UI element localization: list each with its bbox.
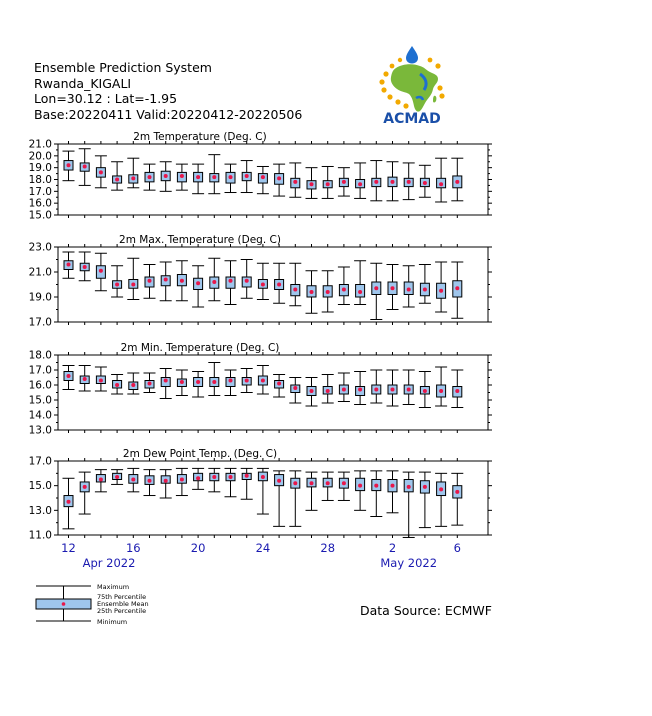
- header-system-name: Ensemble Prediction System: [34, 60, 212, 75]
- mean-marker: [293, 180, 297, 184]
- mean-marker: [391, 484, 395, 488]
- mean-marker: [391, 388, 395, 392]
- mean-marker: [439, 389, 443, 393]
- mean-marker: [245, 379, 249, 383]
- mean-marker: [277, 479, 281, 483]
- mean-marker: [229, 175, 233, 179]
- y-tick-label: 13.0: [28, 424, 52, 437]
- mean-marker: [326, 182, 330, 186]
- x-tick-label: 2: [388, 541, 397, 555]
- panel-title: 2m Min. Temperature (Deg. C): [120, 342, 280, 354]
- y-tick-label: 14.0: [28, 409, 52, 422]
- y-tick-label: 15.0: [28, 209, 52, 222]
- mean-marker: [212, 475, 216, 479]
- y-tick-label: 17.0: [28, 364, 52, 377]
- mean-marker: [293, 481, 297, 485]
- mean-marker: [293, 386, 297, 390]
- mean-marker: [358, 182, 362, 186]
- mean-marker: [423, 485, 427, 489]
- y-tick-label: 18.0: [28, 174, 52, 186]
- panel-title: 2m Temperature (Deg. C): [133, 131, 267, 143]
- mean-marker: [358, 484, 362, 488]
- mean-marker: [261, 283, 265, 287]
- mean-marker: [326, 290, 330, 294]
- y-tick-label: 20.0: [28, 150, 52, 163]
- mean-marker: [261, 475, 265, 479]
- mean-marker: [229, 475, 233, 479]
- boxplot-legend: [0, 0, 200, 640]
- y-tick-label: 19.0: [28, 162, 52, 175]
- mean-marker: [277, 382, 281, 386]
- mean-marker: [455, 180, 459, 184]
- y-tick-label: 21.0: [28, 138, 52, 151]
- y-tick-label: 15.0: [28, 480, 52, 493]
- y-tick-label: 19.0: [28, 291, 52, 304]
- y-tick-label: 18.0: [28, 349, 52, 362]
- x-month-label: May 2022: [380, 556, 438, 570]
- mean-marker: [455, 389, 459, 393]
- mean-marker: [245, 174, 249, 178]
- mean-marker: [407, 288, 411, 292]
- mean-marker: [245, 279, 249, 283]
- mean-marker: [310, 290, 314, 294]
- mean-marker: [310, 389, 314, 393]
- mean-marker: [407, 485, 411, 489]
- header-location: Rwanda_KIGALI: [34, 75, 132, 91]
- x-tick-label: 6: [453, 541, 461, 555]
- mean-marker: [212, 175, 216, 179]
- mean-marker: [407, 388, 411, 392]
- mean-marker: [439, 182, 443, 186]
- y-tick-label: 17.0: [28, 185, 52, 198]
- mean-marker: [310, 481, 314, 485]
- mean-marker: [391, 286, 395, 290]
- mean-marker: [423, 181, 427, 185]
- mean-marker: [212, 380, 216, 384]
- mean-marker: [310, 182, 314, 186]
- mean-marker: [326, 389, 330, 393]
- mean-marker: [293, 288, 297, 292]
- mean-marker: [245, 474, 249, 478]
- mean-marker: [374, 286, 378, 290]
- legend-75th-percentile: 75th Percentile: [97, 593, 147, 601]
- legend-25th-percentile: 25th Percentile: [97, 607, 147, 615]
- mean-marker: [423, 389, 427, 393]
- mean-marker: [277, 176, 281, 180]
- mean-marker: [229, 379, 233, 383]
- mean-marker: [342, 180, 346, 184]
- mean-marker: [374, 388, 378, 392]
- y-tick-label: 13.0: [28, 504, 52, 517]
- panel-title: 2m Max. Temperature (Deg. C): [119, 234, 281, 246]
- mean-marker: [374, 484, 378, 488]
- mean-marker: [326, 481, 330, 485]
- y-tick-label: 16.0: [28, 197, 52, 210]
- mean-marker: [455, 490, 459, 494]
- mean-marker: [407, 180, 411, 184]
- y-tick-label: 11.0: [28, 529, 52, 542]
- mean-marker: [358, 290, 362, 294]
- legend-maximum: Maximum: [97, 583, 130, 591]
- y-tick-label: 17.0: [28, 455, 52, 468]
- mean-marker: [439, 487, 443, 491]
- legend-mean-marker: [62, 602, 66, 606]
- mean-marker: [342, 481, 346, 485]
- mean-marker: [358, 388, 362, 392]
- mean-marker: [439, 289, 443, 293]
- legend-minimum: Minimum: [97, 618, 128, 626]
- x-month-label: Apr 2022: [82, 556, 136, 570]
- legend-ensemble-mean: Ensemble Mean: [97, 600, 149, 608]
- mean-marker: [261, 379, 265, 383]
- panel-title: 2m Dew Point Temp. (Deg. C): [122, 448, 278, 460]
- header-base-valid: Base:20220411 Valid:20220412-20220506: [34, 106, 303, 122]
- mean-marker: [374, 180, 378, 184]
- x-tick-label: 20: [190, 541, 206, 555]
- data-source: Data Source: ECMWF: [360, 603, 492, 618]
- mean-marker: [423, 288, 427, 292]
- mean-marker: [391, 180, 395, 184]
- mean-marker: [342, 388, 346, 392]
- mean-marker: [212, 280, 216, 284]
- y-tick-label: 16.0: [28, 379, 52, 392]
- y-tick-label: 21.0: [28, 266, 52, 279]
- x-tick-label: 16: [125, 541, 141, 555]
- mean-marker: [342, 288, 346, 292]
- mean-marker: [229, 279, 233, 283]
- header-coordinates: Lon=30.12 : Lat=-1.95: [34, 91, 178, 106]
- x-tick-label: 12: [61, 541, 76, 555]
- logo-text: ACMAD: [383, 111, 441, 126]
- mean-marker: [261, 175, 265, 179]
- x-tick-label: 24: [255, 541, 271, 555]
- x-tick-label: 28: [320, 541, 336, 555]
- y-tick-label: 23.0: [28, 241, 52, 254]
- y-tick-label: 15.0: [28, 394, 52, 407]
- y-tick-label: 17.0: [28, 316, 52, 329]
- mean-marker: [455, 286, 459, 290]
- mean-marker: [277, 283, 281, 287]
